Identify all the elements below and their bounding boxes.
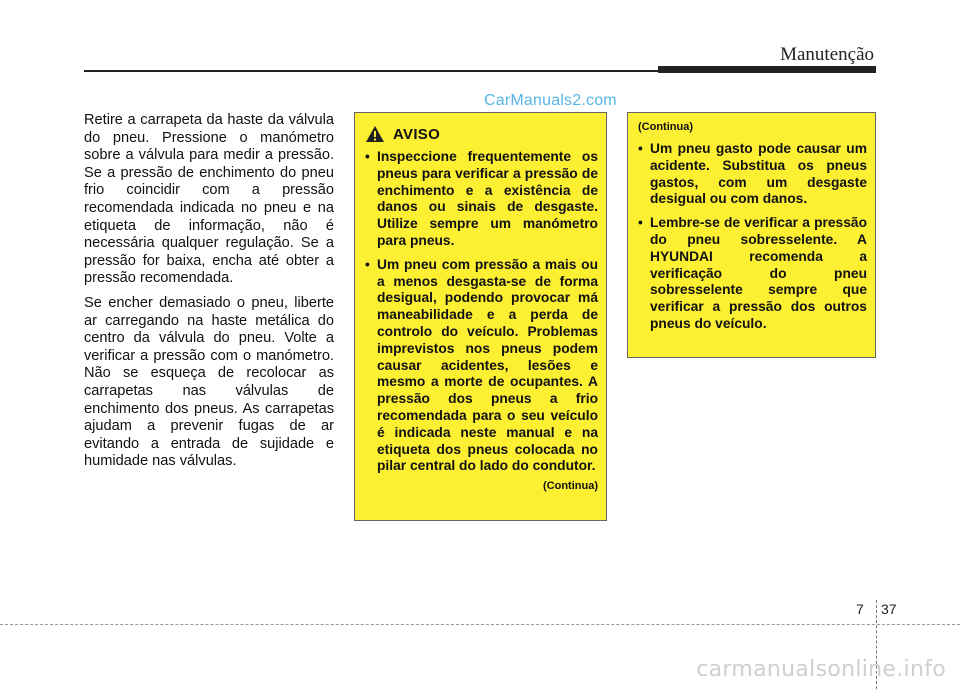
warning-triangle-icon [365,125,385,143]
warning-item: • Lembre-se de verificar a pressão do pneu sobresselente. A HYUNDAI recomenda a verificação do pneu sobresselente sempre que verificar a pressão dos outros pneus do veículo. [638,215,867,333]
page-number: 37 [881,601,897,617]
body-text-column [84,112,334,478]
warning-box-continued [627,112,876,358]
warning-box [354,112,607,521]
warning-title: AVISO [393,125,441,143]
warning-list [638,141,867,333]
watermark-top[interactable]: CarManuals2.com [484,92,617,109]
warning-item: • Um pneu gasto pode causar um acidente. Substitua os pneus gastos, com um desgaste desigual ou com danos. [638,141,867,208]
continued-label: (Continua) [638,121,693,133]
warning-item: • Um pneu com pressão a mais ou a menos desgasta-se de forma desigual, podendo provocar má maneabilidade e a perda de controlo do veículo. Problemas imprevistos nos pneus podem causar acidentes, lesões e mesmo a morte de ocupantes. A pressão dos pneus a frio recomendada para o seu veículo é indicada neste manual e na etiqueta dos pneus colocada no pilar central do lado do condutor. [365,257,598,475]
warning-list [365,149,598,475]
header-rule-accent [658,66,876,73]
warning-header [365,123,598,145]
footer-rule [0,624,960,625]
body-paragraph: Retire a carrapeta da haste da válvula do pneu. Pressione o manómetro sobre a válvula para medir a pressão. Se a pressão de enchimento do pneu frio coincidir com a pressão recomendada indicada no pneu e na etiqueta de informação, não é necessária qualquer regulação. Se a pressão for baixa, encha até obter a pressão recomendada. [84,112,334,287]
body-paragraph: Se encher demasiado o pneu, liberte ar carregando na haste metálica do centro da válvula do pneu. Volte a verificar a pressão com o manómetro. Não se esqueça de recolocar as carrapetas nas válvulas de enchimento dos pneus. As carrapetas ajudam a prevenir fugas de ar evitando a entrada de sujidade e humidade nas válvulas. [84,294,334,470]
watermark-bottom[interactable]: carmanualsonline.info [696,657,946,682]
chapter-number: 7 [856,601,864,617]
section-title: Manutenção [780,44,874,65]
warning-item: • Inspeccione frequentemente os pneus para verificar a pressão de enchimento e a existência de danos ou sinais de desgaste. Utilize sempre um manómetro para pneus. [365,149,598,250]
continued-label: (Continua) [543,480,598,493]
header-rule [84,70,664,72]
